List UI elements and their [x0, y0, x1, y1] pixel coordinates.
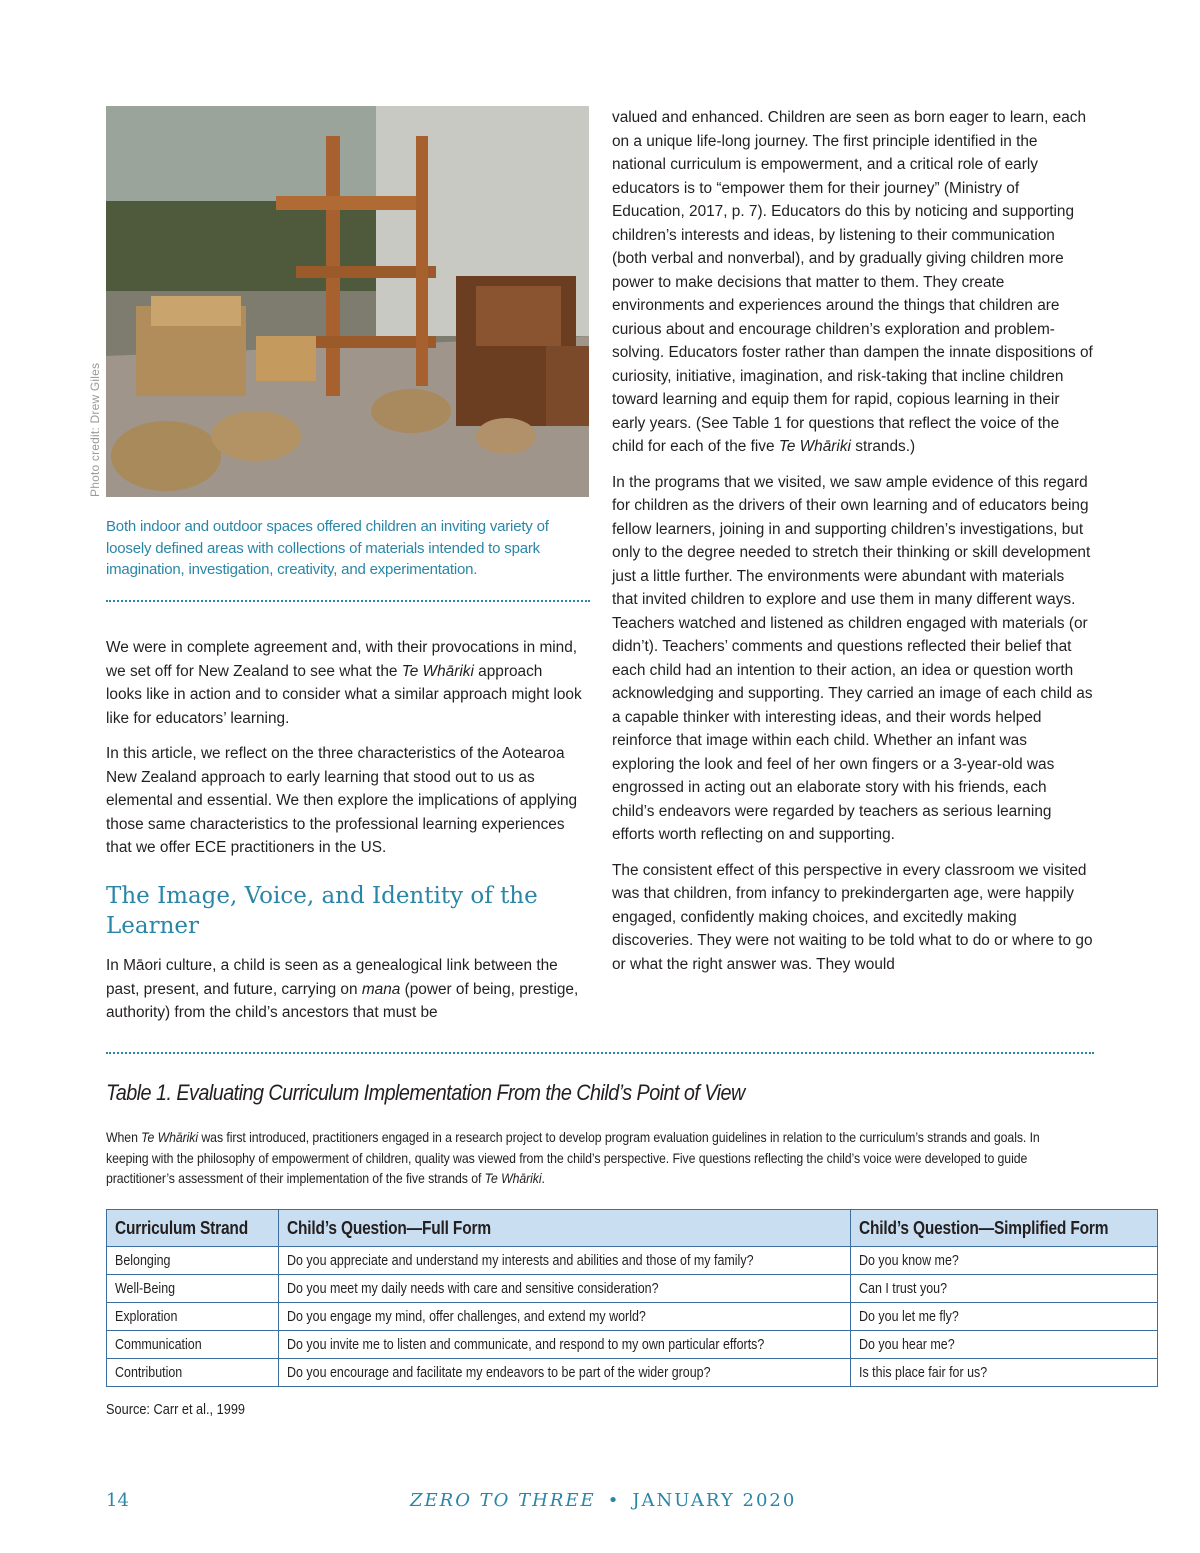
- column-header: [850, 1210, 1157, 1247]
- cell-text: Do you meet my daily needs with care and sensitive consideration?: [286, 1280, 659, 1297]
- text: strands.): [850, 438, 916, 455]
- cell-text: Is this place fair for us?: [858, 1364, 987, 1381]
- cell-text: Do you hear me?: [858, 1336, 955, 1353]
- photo-caption: Both indoor and outdoor spaces offered children an inviting variety of loosely defined areas with collections of materials intended to spark imagination, investigation, creativity, and experimentation.: [106, 518, 549, 578]
- table-row: [107, 1303, 1158, 1331]
- table-source: Source: Carr et al., 1999: [106, 1402, 246, 1418]
- text: In Māori culture, a child is seen as a genealogical link between the past, present, and future, carrying on: [106, 957, 558, 998]
- header-text: Curriculum Strand: [115, 1217, 248, 1238]
- left-column-continued: [106, 954, 582, 1037]
- cell-text: Communication: [115, 1336, 202, 1353]
- table-cell: [278, 1359, 850, 1387]
- paragraph: In this article, we reflect on the three characteristics of the Aotearoa New Zealand approach to early learning that stood out to us as elemental and essential. We then explore the implications of applying those same characteristics to the professional learning experiences that we offer ECE practitioners in the US.: [106, 745, 578, 856]
- magazine-name: ZERO TO THREE: [410, 1490, 596, 1511]
- table-title: Table 1. Evaluating Curriculum Implementation From the Child’s Point of View: [106, 1080, 745, 1105]
- emphasis: Te Whāriki: [778, 438, 851, 455]
- table-row: [107, 1359, 1158, 1387]
- cell-text: Do you encourage and facilitate my endeavors to be part of the wider group?: [286, 1364, 711, 1381]
- cell-text: Contribution: [115, 1364, 183, 1381]
- table-row: [107, 1331, 1158, 1359]
- text: valued and enhanced. Children are seen as born eager to learn, each on a unique life-long journey. The first principle identified in the national curriculum is empowerment, and a critical role of early educators is to “empower them for their journey” (Ministry of Education, 2017, p. 7). Educators do this by noticing and supporting children’s interests and ideas, by listening to their communication (both verbal and nonverbal), and by gradually giving children more power to make decisions that matter to them. They create environments and experiences around the things that children are curious about and encourage children’s exploration and problem-solving. Educators foster rather than dampen the innate dispositions of curiosity, initiative, imagination, and risk-taking that incline children toward learning and equip them for rapid, copious learning in their early years. (See Table 1 for questions that reflect the voice of the child for each of the five: [612, 109, 1093, 455]
- table-cell: [107, 1247, 279, 1275]
- emphasis: Te Whāriki: [484, 1170, 542, 1186]
- curriculum-table: [106, 1209, 1158, 1387]
- cell-text: Well-Being: [115, 1280, 176, 1297]
- header-text: Child’s Question—Full Form: [286, 1217, 491, 1238]
- issue-date: JANUARY 2020: [632, 1490, 797, 1511]
- photo-credit: Photo credit: Drew Giles: [88, 362, 102, 497]
- running-footer: [410, 1490, 796, 1511]
- caption-divider: [106, 600, 590, 602]
- paragraph: In the programs that we visited, we saw ample evidence of this regard for children as the drivers of their own learning and of educators being fellow learners, joining in and supporting children’s investigations, but only to the degree needed to stretch their thinking or skill development just a little further. The environments were abundant with materials that invited children to explore and use them in many different ways. Teachers watched and listened as children engaged with materials (or didn’t). Teachers’ comments and questions reflected their belief that each child had an intention to their action, an idea or question worth acknowledging and supporting. They carried an image of each child as a capable thinker with interesting ideas, and their words helped reinforce that image within each child. Whether an infant was exploring the look and feel of her own fingers or a 3-year-old was engrossed in acting out an elaborate story with his friends, each child’s endeavors were regarded by teachers as serious learning efforts worth reflecting on and supporting.: [612, 473, 1093, 843]
- column-header: [107, 1210, 279, 1247]
- emphasis: Te Whāriki: [401, 662, 474, 680]
- table-cell: [850, 1331, 1157, 1359]
- bullet-separator: •: [607, 1490, 621, 1511]
- classroom-photo: [106, 106, 589, 497]
- left-column: [106, 636, 582, 872]
- table-cell: [107, 1331, 279, 1359]
- text: (power of being, prestige, authority) from the child’s ancestors that must be: [106, 980, 579, 1021]
- table-cell: [278, 1247, 850, 1275]
- table-row: [107, 1275, 1158, 1303]
- table-cell: [850, 1275, 1157, 1303]
- table-intro: [106, 1127, 1065, 1189]
- text: was first introduced, practitioners engaged in a research project to develop program evaluation guidelines in relation to the curriculum’s strands and goals. In keeping with the philosophy of empowerment of children, quality was viewed from the child’s perspective. Five questions reflecting the child’s voice were developed to guide practitioner’s assessment of their implementation of the five strands of: [106, 1129, 1040, 1186]
- column-header: [278, 1210, 850, 1247]
- text: .: [541, 1170, 545, 1186]
- page-number: 14: [106, 1490, 129, 1511]
- table-cell: [107, 1359, 279, 1387]
- table-cell: [278, 1303, 850, 1331]
- table-cell: [850, 1247, 1157, 1275]
- emphasis: Te Whāriki: [141, 1129, 199, 1145]
- cell-text: Exploration: [115, 1308, 178, 1325]
- paragraph: [106, 954, 582, 1025]
- paragraph: The consistent effect of this perspective in every classroom we visited was that children, from infancy to prekindergarten age, were happily engaged, confidently making choices, and excitedly making discoveries. They were not waiting to be told what to do or where to go or what the right answer was. They would: [612, 861, 1093, 973]
- table-cell: [278, 1331, 850, 1359]
- cell-text: Do you engage my mind, offer challenges, and extend my world?: [286, 1308, 646, 1325]
- table-cell: [278, 1275, 850, 1303]
- table-cell: [107, 1275, 279, 1303]
- text: We were in complete agreement and, with their provocations in mind, we set off for New Zealand to see what the: [106, 639, 578, 680]
- table-header-row: [107, 1210, 1158, 1247]
- cell-text: Do you let me fly?: [858, 1308, 959, 1325]
- table-cell: [850, 1359, 1157, 1387]
- cell-text: Do you know me?: [858, 1252, 959, 1269]
- paragraph: [612, 106, 1093, 459]
- cell-text: Do you appreciate and understand my interests and abilities and those of my family?: [286, 1252, 754, 1269]
- cell-text: Belonging: [115, 1252, 171, 1269]
- section-heading: The Image, Voice, and Identity of the Learner: [106, 883, 538, 939]
- text: approach looks like in action and to consider what a similar approach might look like for educators’ learning.: [106, 662, 582, 727]
- right-column: [612, 106, 1093, 988]
- text: When: [106, 1129, 142, 1145]
- paragraph: [106, 636, 582, 730]
- table-cell: [850, 1303, 1157, 1331]
- emphasis: mana: [361, 980, 401, 998]
- table-row: [107, 1247, 1158, 1275]
- cell-text: Do you invite me to listen and communicate, and respond to my own particular efforts?: [286, 1336, 764, 1353]
- cell-text: Can I trust you?: [858, 1280, 947, 1297]
- section-divider: [106, 1052, 1094, 1054]
- table-cell: [107, 1303, 279, 1331]
- header-text: Child’s Question—Simplified Form: [858, 1217, 1109, 1238]
